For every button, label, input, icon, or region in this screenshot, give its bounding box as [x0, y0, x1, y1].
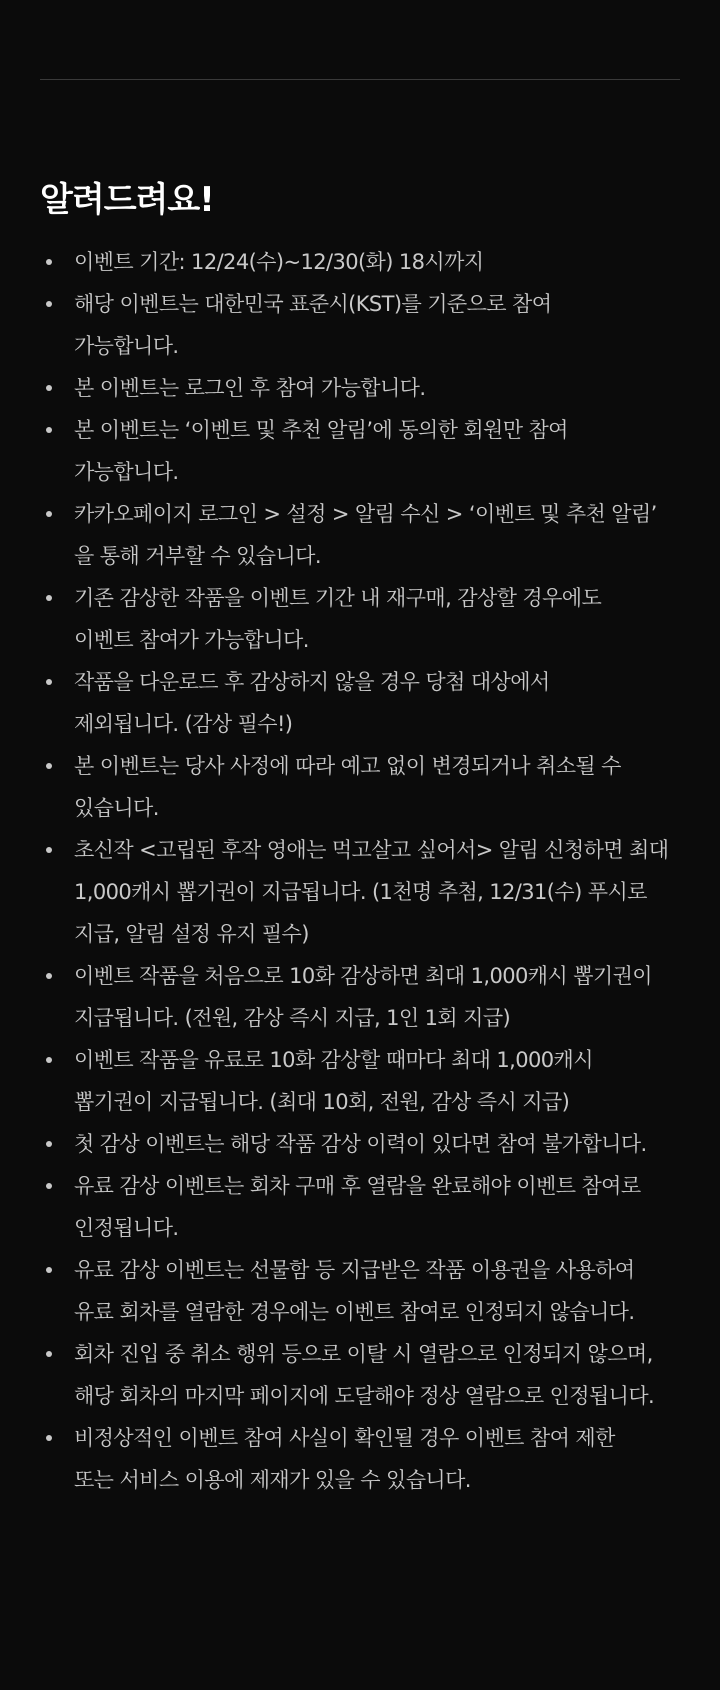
notice-item: [40, 493, 690, 577]
notice-item-text: 본 이벤트는 ‘이벤트 및 추천 알림’에 동의한 회원만 참여: [74, 418, 568, 442]
notice-item-text: 기존 감상한 작품을 이벤트 기간 내 재구매, 감상할 경우에도: [74, 586, 602, 610]
notice-item-text: 비정상적인 이벤트 참여 사실이 확인될 경우 이벤트 참여 제한: [74, 1426, 615, 1450]
notice-item: [40, 367, 690, 409]
notice-item: [40, 1333, 690, 1417]
notice-list: [40, 241, 690, 1501]
notice-item: [40, 577, 690, 661]
notice-item-text: 1,000캐시 뽑기권이 지급됩니다. (1천명 추첨, 12/31(수) 푸시로: [74, 880, 647, 904]
notice-item-text: 이벤트 작품을 처음으로 10화 감상하면 최대 1,000캐시 뽑기권이: [74, 964, 652, 988]
bullet-icon: [46, 847, 52, 853]
notice-item-text: 작품을 다운로드 후 감상하지 않을 경우 당첨 대상에서: [74, 670, 550, 694]
notice-item-text: 본 이벤트는 당사 사정에 따라 예고 없이 변경되거나 취소될 수: [74, 754, 621, 778]
notice-item: [40, 829, 690, 955]
notice-item-text: 인정됩니다.: [74, 1216, 179, 1240]
notice-item-text: 유료 감상 이벤트는 선물함 등 지급받은 작품 이용권을 사용하여: [74, 1258, 635, 1282]
bullet-icon: [46, 1183, 52, 1189]
bullet-icon: [46, 973, 52, 979]
notice-item: [40, 661, 690, 745]
notice-item-text: 있습니다.: [74, 796, 159, 820]
bullet-icon: [46, 1267, 52, 1273]
bullet-icon: [46, 1141, 52, 1147]
notice-item: [40, 1039, 690, 1123]
bullet-icon: [46, 679, 52, 685]
notice-item-text: 이벤트 작품을 유료로 10화 감상할 때마다 최대 1,000캐시: [74, 1048, 593, 1072]
notice-item-text: 카카오페이지 로그인 > 설정 > 알림 수신 > ‘이벤트 및 추천 알림’: [74, 502, 657, 526]
notice-item-text: 유료 회차를 열람한 경우에는 이벤트 참여로 인정되지 않습니다.: [74, 1300, 635, 1324]
notice-item: [40, 409, 690, 493]
bullet-icon: [46, 1435, 52, 1441]
top-divider: [40, 79, 680, 80]
notice-item-text: 본 이벤트는 로그인 후 참여 가능합니다.: [74, 376, 426, 400]
notice-item-text: 뽑기권이 지급됩니다. (최대 10회, 전원, 감상 즉시 지급): [74, 1090, 570, 1114]
notice-item: [40, 1417, 690, 1501]
bullet-icon: [46, 259, 52, 265]
bullet-icon: [46, 1057, 52, 1063]
bullet-icon: [46, 385, 52, 391]
notice-item-text: 회차 진입 중 취소 행위 등으로 이탈 시 열람으로 인정되지 않으며,: [74, 1342, 653, 1366]
notice-item: [40, 283, 690, 367]
bullet-icon: [46, 595, 52, 601]
notice-item-text: 가능합니다.: [74, 460, 179, 484]
notice-item-text: 을 통해 거부할 수 있습니다.: [74, 544, 321, 568]
notice-item-text: 이벤트 참여가 가능합니다.: [74, 628, 309, 652]
bullet-icon: [46, 763, 52, 769]
bullet-icon: [46, 511, 52, 517]
notice-item-text: 제외됩니다. (감상 필수!): [74, 712, 293, 736]
bullet-icon: [46, 1351, 52, 1357]
notice-item-text: 해당 이벤트는 대한민국 표준시(KST)를 기준으로 참여: [74, 292, 552, 316]
notice-item-text: 또는 서비스 이용에 제재가 있을 수 있습니다.: [74, 1468, 471, 1492]
notice-item: [40, 745, 690, 829]
notice-item-text: 해당 회차의 마지막 페이지에 도달해야 정상 열람으로 인정됩니다.: [74, 1384, 655, 1408]
notice-item: [40, 1249, 690, 1333]
bullet-icon: [46, 301, 52, 307]
notice-item-text: 초신작 <고립된 후작 영애는 먹고살고 싶어서> 알림 신청하면 최대: [74, 838, 669, 862]
notice-item-text: 첫 감상 이벤트는 해당 작품 감상 이력이 있다면 참여 불가합니다.: [74, 1132, 647, 1156]
notice-item-text: 이벤트 기간: 12/24(수)~12/30(화) 18시까지: [74, 250, 484, 274]
notice-item: [40, 241, 690, 283]
notice-item: [40, 1165, 690, 1249]
notice-title: 알려드려요!: [40, 180, 214, 220]
notice-item: [40, 955, 690, 1039]
notice-item: [40, 1123, 690, 1165]
notice-section: [40, 172, 690, 1501]
bullet-icon: [46, 427, 52, 433]
notice-item-text: 유료 감상 이벤트는 회차 구매 후 열람을 완료해야 이벤트 참여로: [74, 1174, 641, 1198]
notice-item-text: 가능합니다.: [74, 334, 179, 358]
notice-item-text: 지급됩니다. (전원, 감상 즉시 지급, 1인 1회 지급): [74, 1006, 511, 1030]
notice-item-text: 지급, 알림 설정 유지 필수): [74, 922, 309, 946]
